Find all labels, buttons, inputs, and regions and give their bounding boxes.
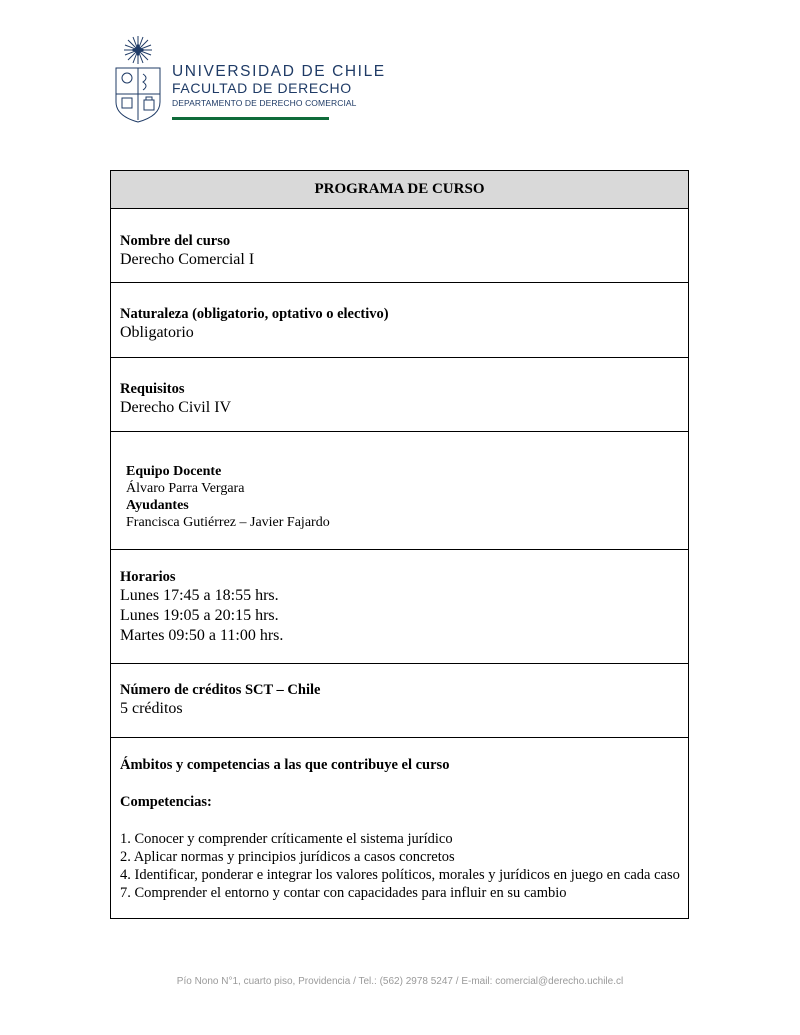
teaching-team-section bbox=[111, 431, 688, 549]
footer-contact: Pío Nono N°1, cuarto piso, Providencia / Tel.: (562) 2978 5247 / E-mail: comercial@derecho.uchile.cl bbox=[176, 976, 624, 987]
header-divider bbox=[172, 117, 329, 120]
schedule-item: Lunes 19:05 a 20:15 hrs. bbox=[120, 607, 279, 624]
competency-item: 7. Comprender el entorno y contar con capacidades para influir en su cambio bbox=[120, 885, 567, 901]
requirements-label: Requisitos bbox=[120, 381, 185, 397]
assistants-label: Ayudantes bbox=[126, 498, 189, 513]
credits-label: Número de créditos SCT – Chile bbox=[120, 682, 321, 698]
competencies-label: Competencias: bbox=[120, 794, 212, 810]
course-name-label: Nombre del curso bbox=[120, 233, 231, 249]
course-program-table bbox=[110, 170, 689, 919]
nature-value: Obligatorio bbox=[120, 324, 194, 341]
schedule-item: Lunes 17:45 a 18:55 hrs. bbox=[120, 587, 279, 604]
competency-item: 4. Identificar, ponderar e integrar los valores políticos, morales y jurídicos en juego en cada caso bbox=[120, 867, 680, 883]
teaching-team-label: Equipo Docente bbox=[126, 464, 222, 479]
nature-section bbox=[111, 282, 688, 357]
requirements-section bbox=[111, 357, 688, 431]
credits-section bbox=[111, 663, 688, 737]
scope-label: Ámbitos y competencias a las que contribuye el curso bbox=[120, 757, 450, 773]
scope-section bbox=[111, 737, 688, 918]
university-seal-icon bbox=[110, 32, 166, 124]
nature-label: Naturaleza (obligatorio, optativo o electivo) bbox=[120, 306, 389, 322]
competencies-list bbox=[120, 830, 680, 902]
assistants-value: Francisca Gutiérrez – Javier Fajardo bbox=[126, 515, 330, 530]
program-title: PROGRAMA DE CURSO bbox=[111, 171, 688, 208]
university-logo-text bbox=[172, 63, 386, 109]
university-name: UNIVERSIDAD DE CHILE bbox=[172, 63, 386, 80]
schedule-label: Horarios bbox=[120, 569, 176, 585]
teaching-team-value: Álvaro Parra Vergara bbox=[126, 481, 245, 496]
competency-item: 2. Aplicar normas y principios jurídicos a casos concretos bbox=[120, 849, 455, 865]
course-name-section bbox=[111, 208, 688, 282]
requirements-value: Derecho Civil IV bbox=[120, 399, 232, 416]
credits-value: 5 créditos bbox=[120, 700, 183, 717]
course-name-value: Derecho Comercial I bbox=[120, 251, 255, 268]
schedule-item: Martes 09:50 a 11:00 hrs. bbox=[120, 627, 284, 644]
faculty-name: FACULTAD DE DERECHO bbox=[172, 80, 352, 96]
department-name: DEPARTAMENTO DE DERECHO COMERCIAL bbox=[172, 98, 357, 108]
schedule-section bbox=[111, 549, 688, 663]
competency-item: 1. Conocer y comprender críticamente el sistema jurídico bbox=[120, 831, 453, 847]
